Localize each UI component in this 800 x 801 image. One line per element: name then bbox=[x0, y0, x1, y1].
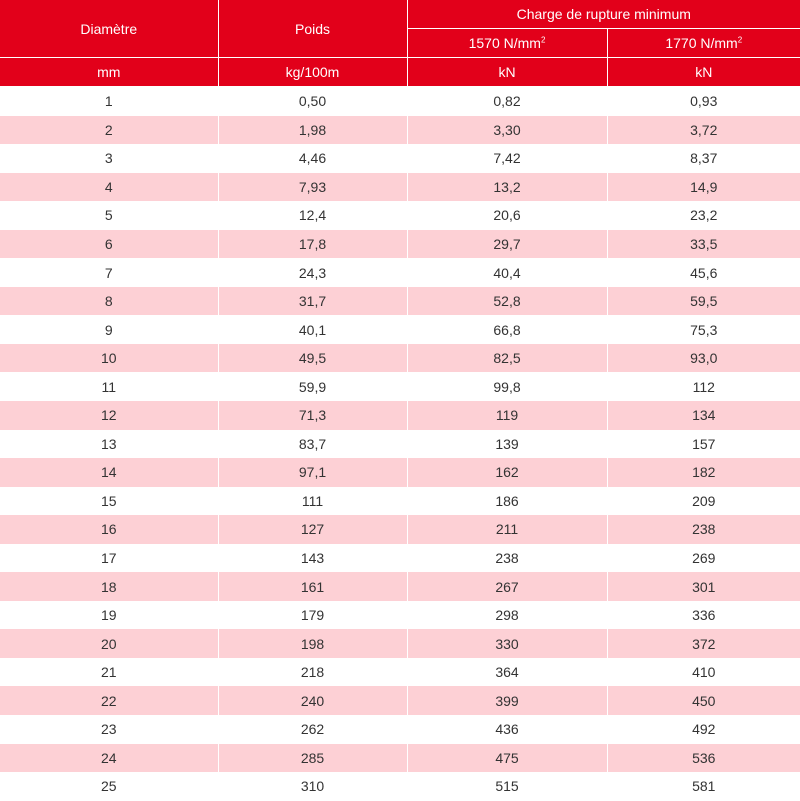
cell-diameter: 3 bbox=[0, 144, 218, 173]
unit-diameter: mm bbox=[0, 58, 218, 87]
cell-load-1570: 211 bbox=[407, 515, 607, 544]
cell-load-1570: 7,42 bbox=[407, 144, 607, 173]
table-row bbox=[0, 744, 800, 773]
cell-load-1570: 364 bbox=[407, 658, 607, 687]
cell-load-1770: 238 bbox=[607, 515, 800, 544]
header-grade-1770 bbox=[607, 29, 800, 58]
cell-load-1770: 269 bbox=[607, 544, 800, 573]
cell-load-1570: 399 bbox=[407, 686, 607, 715]
cell-load-1770: 182 bbox=[607, 458, 800, 487]
table-row bbox=[0, 344, 800, 373]
table-row bbox=[0, 430, 800, 459]
table-row bbox=[0, 173, 800, 202]
cell-load-1570: 52,8 bbox=[407, 287, 607, 316]
cell-diameter: 17 bbox=[0, 544, 218, 573]
cell-load-1770: 8,37 bbox=[607, 144, 800, 173]
cell-weight: 59,9 bbox=[218, 372, 407, 401]
table-row bbox=[0, 258, 800, 287]
cell-weight: 31,7 bbox=[218, 287, 407, 316]
header-weight: Poids bbox=[218, 0, 407, 58]
cell-load-1570: 139 bbox=[407, 430, 607, 459]
table-row bbox=[0, 144, 800, 173]
cell-diameter: 1 bbox=[0, 87, 218, 116]
cell-weight: 40,1 bbox=[218, 315, 407, 344]
table-row bbox=[0, 686, 800, 715]
cell-weight: 71,3 bbox=[218, 401, 407, 430]
table-row bbox=[0, 515, 800, 544]
cell-diameter: 7 bbox=[0, 258, 218, 287]
cell-diameter: 13 bbox=[0, 430, 218, 459]
cell-weight: 0,50 bbox=[218, 87, 407, 116]
cell-load-1570: 515 bbox=[407, 772, 607, 801]
cell-load-1770: 0,93 bbox=[607, 87, 800, 116]
cell-diameter: 11 bbox=[0, 372, 218, 401]
cell-diameter: 16 bbox=[0, 515, 218, 544]
cell-load-1770: 3,72 bbox=[607, 116, 800, 145]
cell-load-1770: 23,2 bbox=[607, 201, 800, 230]
cell-load-1570: 0,82 bbox=[407, 87, 607, 116]
cell-load-1570: 66,8 bbox=[407, 315, 607, 344]
cell-load-1570: 330 bbox=[407, 629, 607, 658]
cell-diameter: 21 bbox=[0, 658, 218, 687]
cell-weight: 285 bbox=[218, 744, 407, 773]
cell-load-1770: 536 bbox=[607, 744, 800, 773]
table-row bbox=[0, 629, 800, 658]
cell-weight: 179 bbox=[218, 601, 407, 630]
cell-weight: 49,5 bbox=[218, 344, 407, 373]
table-header bbox=[0, 0, 800, 87]
grade-1570-label: 1570 N/mm bbox=[468, 35, 541, 51]
cell-load-1770: 581 bbox=[607, 772, 800, 801]
cell-load-1770: 14,9 bbox=[607, 173, 800, 202]
cell-load-1770: 134 bbox=[607, 401, 800, 430]
cell-load-1570: 162 bbox=[407, 458, 607, 487]
cell-weight: 97,1 bbox=[218, 458, 407, 487]
unit-load-1770: kN bbox=[607, 58, 800, 87]
cell-diameter: 5 bbox=[0, 201, 218, 230]
cell-weight: 1,98 bbox=[218, 116, 407, 145]
table-row bbox=[0, 315, 800, 344]
cell-load-1770: 112 bbox=[607, 372, 800, 401]
cell-diameter: 20 bbox=[0, 629, 218, 658]
cell-load-1570: 40,4 bbox=[407, 258, 607, 287]
cell-weight: 17,8 bbox=[218, 230, 407, 259]
cell-load-1570: 119 bbox=[407, 401, 607, 430]
table-row bbox=[0, 230, 800, 259]
cell-diameter: 15 bbox=[0, 487, 218, 516]
cell-load-1770: 75,3 bbox=[607, 315, 800, 344]
cell-load-1770: 157 bbox=[607, 430, 800, 459]
cell-load-1770: 450 bbox=[607, 686, 800, 715]
cell-diameter: 25 bbox=[0, 772, 218, 801]
cell-weight: 4,46 bbox=[218, 144, 407, 173]
cell-load-1770: 372 bbox=[607, 629, 800, 658]
cell-diameter: 4 bbox=[0, 173, 218, 202]
header-breaking-load: Charge de rupture minimum bbox=[407, 0, 800, 29]
cell-load-1570: 82,5 bbox=[407, 344, 607, 373]
cell-diameter: 24 bbox=[0, 744, 218, 773]
table-row bbox=[0, 458, 800, 487]
grade-1570-exponent: 2 bbox=[540, 35, 546, 45]
cell-load-1770: 410 bbox=[607, 658, 800, 687]
cell-load-1570: 20,6 bbox=[407, 201, 607, 230]
table-row bbox=[0, 715, 800, 744]
cell-load-1770: 492 bbox=[607, 715, 800, 744]
unit-load-1570: kN bbox=[407, 58, 607, 87]
cell-weight: 12,4 bbox=[218, 201, 407, 230]
cell-weight: 310 bbox=[218, 772, 407, 801]
unit-weight: kg/100m bbox=[218, 58, 407, 87]
cell-load-1770: 33,5 bbox=[607, 230, 800, 259]
cell-load-1570: 29,7 bbox=[407, 230, 607, 259]
cell-diameter: 9 bbox=[0, 315, 218, 344]
cell-weight: 240 bbox=[218, 686, 407, 715]
cell-diameter: 6 bbox=[0, 230, 218, 259]
cell-diameter: 2 bbox=[0, 116, 218, 145]
cell-load-1570: 186 bbox=[407, 487, 607, 516]
table-row bbox=[0, 287, 800, 316]
table-row bbox=[0, 116, 800, 145]
cell-load-1770: 45,6 bbox=[607, 258, 800, 287]
cell-weight: 262 bbox=[218, 715, 407, 744]
cell-weight: 218 bbox=[218, 658, 407, 687]
table-row bbox=[0, 401, 800, 430]
cell-weight: 83,7 bbox=[218, 430, 407, 459]
cell-diameter: 19 bbox=[0, 601, 218, 630]
cell-load-1770: 301 bbox=[607, 572, 800, 601]
table-row bbox=[0, 87, 800, 116]
grade-1770-exponent: 2 bbox=[737, 35, 743, 45]
cell-load-1570: 475 bbox=[407, 744, 607, 773]
cell-load-1770: 93,0 bbox=[607, 344, 800, 373]
table-row bbox=[0, 372, 800, 401]
cell-diameter: 23 bbox=[0, 715, 218, 744]
cell-load-1570: 267 bbox=[407, 572, 607, 601]
cell-load-1570: 436 bbox=[407, 715, 607, 744]
cell-diameter: 22 bbox=[0, 686, 218, 715]
table-row bbox=[0, 772, 800, 801]
table-row bbox=[0, 658, 800, 687]
table-row bbox=[0, 544, 800, 573]
cell-weight: 127 bbox=[218, 515, 407, 544]
header-diameter: Diamètre bbox=[0, 0, 218, 58]
header-grade-1570 bbox=[407, 29, 607, 58]
cell-load-1570: 13,2 bbox=[407, 173, 607, 202]
cell-load-1770: 209 bbox=[607, 487, 800, 516]
cell-weight: 24,3 bbox=[218, 258, 407, 287]
table-row bbox=[0, 487, 800, 516]
cell-weight: 7,93 bbox=[218, 173, 407, 202]
cell-diameter: 10 bbox=[0, 344, 218, 373]
cell-weight: 161 bbox=[218, 572, 407, 601]
table-row bbox=[0, 572, 800, 601]
cell-load-1770: 59,5 bbox=[607, 287, 800, 316]
cell-diameter: 18 bbox=[0, 572, 218, 601]
cell-load-1570: 3,30 bbox=[407, 116, 607, 145]
cell-load-1570: 298 bbox=[407, 601, 607, 630]
cell-diameter: 14 bbox=[0, 458, 218, 487]
cell-load-1770: 336 bbox=[607, 601, 800, 630]
table-row bbox=[0, 601, 800, 630]
grade-1770-label: 1770 N/mm bbox=[665, 35, 738, 51]
cell-load-1570: 99,8 bbox=[407, 372, 607, 401]
cell-diameter: 12 bbox=[0, 401, 218, 430]
cell-weight: 198 bbox=[218, 629, 407, 658]
table-row bbox=[0, 201, 800, 230]
cell-weight: 143 bbox=[218, 544, 407, 573]
cell-weight: 111 bbox=[218, 487, 407, 516]
cell-diameter: 8 bbox=[0, 287, 218, 316]
cell-load-1570: 238 bbox=[407, 544, 607, 573]
table-body bbox=[0, 87, 800, 801]
